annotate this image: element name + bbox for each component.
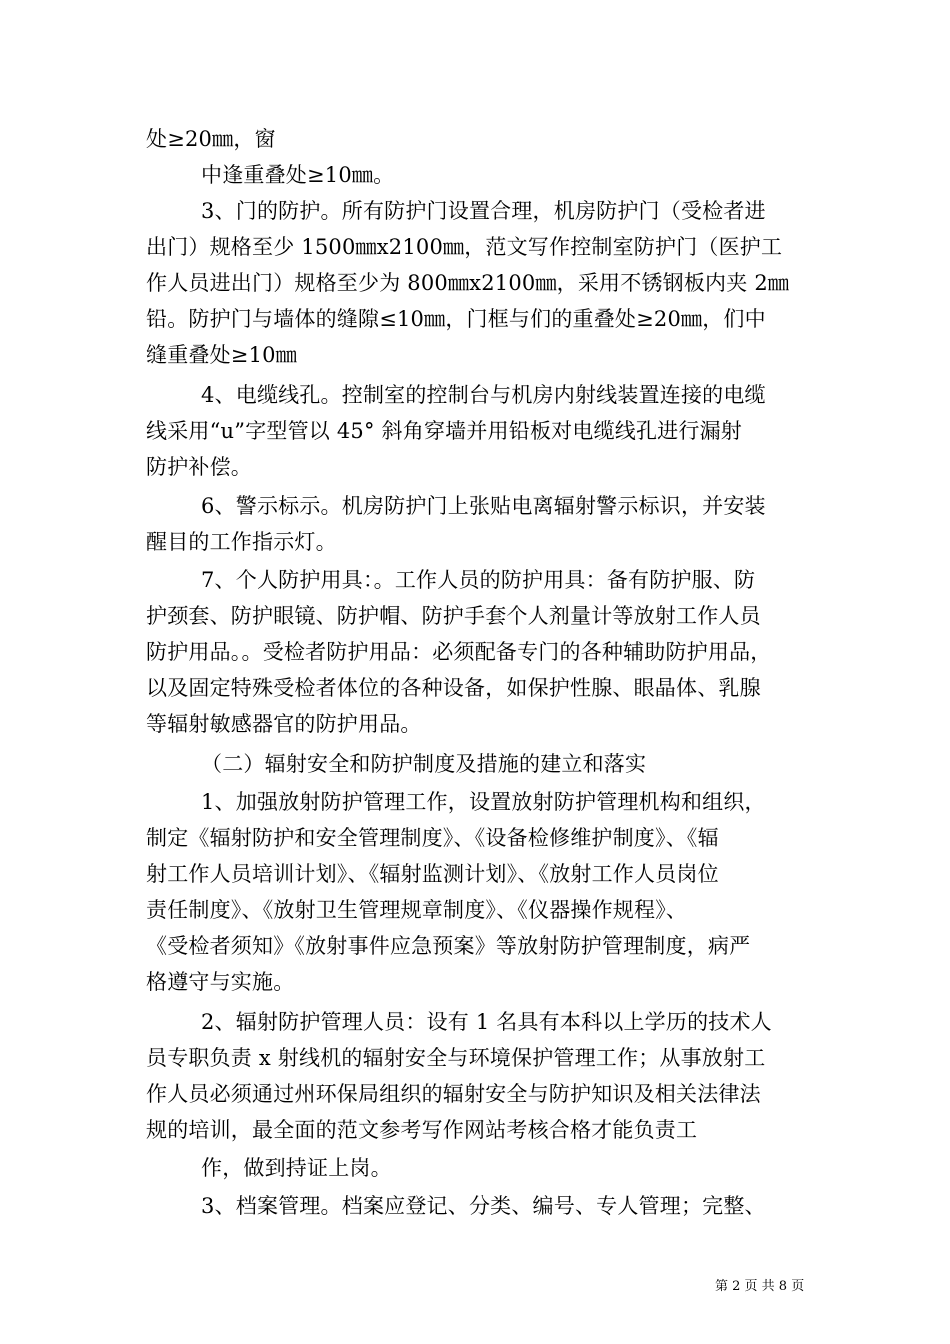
text-line: 以及固定特殊受检者体位的各种设备，如保护性腺、眼晶体、乳腺: [146, 676, 761, 700]
text-line: 3、门的防护。所有防护门设置合理，机房防护门（受检者进: [201, 199, 766, 223]
text-line: 缝重叠处≥10㎜: [146, 343, 297, 367]
text-line: 规的培训，最全面的范文参考写作网站考核合格才能负责工: [146, 1118, 698, 1142]
text-line: 护颈套、防护眼镜、防护帽、防护手套个人剂量计等放射工作人员: [146, 604, 761, 628]
text-line: 《受检者须知》《放射事件应急预案》等放射防护管理制度，病严: [146, 934, 751, 958]
page-number-footer: 第 2 页 共 8 页: [715, 1279, 805, 1294]
section-heading: （二）辐射安全和防护制度及措施的建立和落实: [201, 752, 647, 776]
text-line: 责任制度》、《放射卫生管理规章制度》、《仪器操作规程》、: [146, 898, 688, 922]
text-line: 中逢重叠处≥10㎜。: [201, 163, 395, 187]
text-line: 1、加强放射防护管理工作，设置放射防护管理机构和组织，: [201, 790, 766, 814]
text-line: 7、个人防护用具：。工作人员的防护用具：备有防护服、防: [201, 568, 756, 592]
text-line: 铅。防护门与墙体的缝隙≤10㎜，门框与们的重叠处≥20㎜，们中: [146, 307, 766, 331]
text-line: 防护补偿。: [146, 455, 252, 479]
text-line: 醒目的工作指示灯。: [146, 530, 337, 554]
text-line: 2、辐射防护管理人员：设有 1 名具有本科以上学历的技术人: [201, 1010, 772, 1034]
text-line: 6、警示标示。机房防护门上张贴电离辐射警示标识，并安装: [201, 494, 766, 518]
text-line: 作，做到持证上岗。: [201, 1156, 392, 1180]
text-line: 防护用品。。受检者防护用品：必须配备专门的各种辅助防护用品，: [146, 640, 772, 664]
text-line: 作人员必须通过州环保局组织的辐射安全与防护知识及相关法律法: [146, 1082, 761, 1106]
text-line: 4、电缆线孔。控制室的控制台与机房内射线装置连接的电缆: [201, 383, 766, 407]
text-line: 3、档案管理。档案应登记、分类、编号、专人管理；完整、: [201, 1194, 766, 1218]
text-line: 射工作人员培训计划》、《辐射监测计划》、《放射工作人员岗位: [146, 862, 719, 886]
text-line: 等辐射敏感器官的防护用品。: [146, 712, 422, 736]
text-line: 出门）规格至少 1500㎜x2100㎜，范文写作控制室防护门（医护工: [146, 235, 783, 259]
text-line: 格遵守与实施。: [146, 970, 295, 994]
text-line: 制定《辐射防护和安全管理制度》、《设备检修维护制度》、《辐: [146, 826, 719, 850]
text-line: 处≥20㎜，窗: [146, 127, 276, 151]
text-line: 线采用“u”字型管以 45° 斜角穿墙并用铅板对电缆线孔进行漏射: [146, 419, 742, 443]
text-line: 作人员进出门）规格至少为 800㎜x2100㎜，采用不锈钢板内夹 2㎜: [146, 271, 790, 295]
text-line: 员专职负责 x 射线机的辐射安全与环境保护管理工作；从事放射工: [146, 1046, 766, 1070]
